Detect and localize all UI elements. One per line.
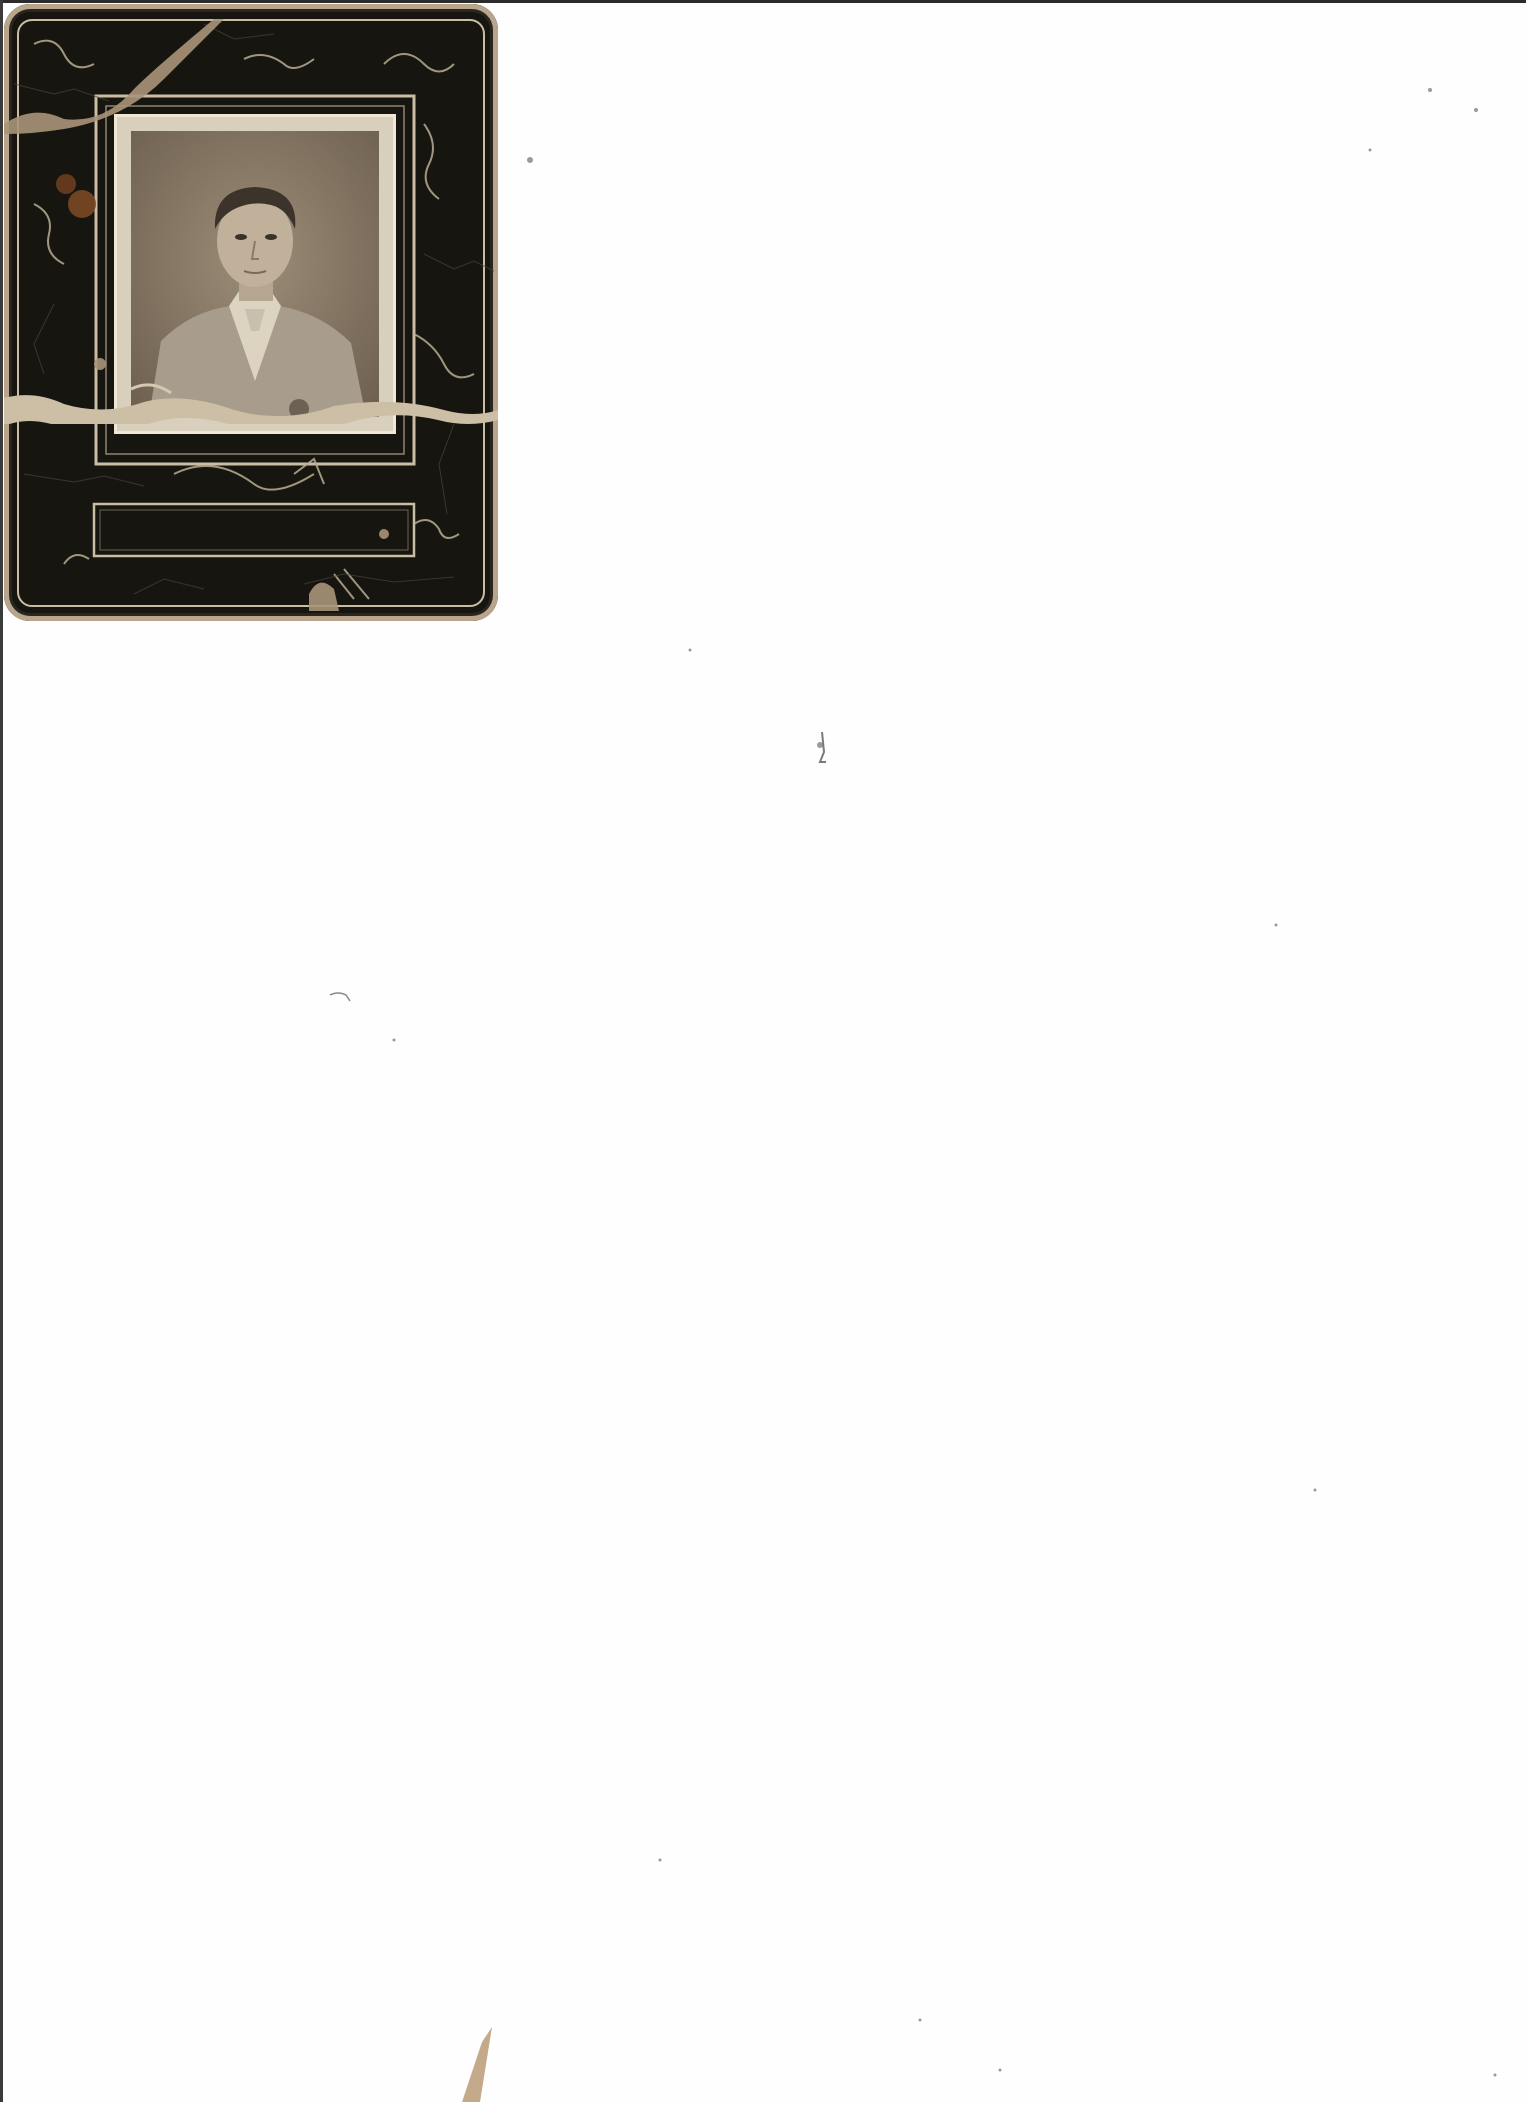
bottom-tear-mark (462, 2027, 492, 2102)
name-plate (94, 504, 414, 556)
portrait-photo-icon (131, 131, 379, 417)
antique-photo-card (4, 4, 498, 621)
portrait-photo (131, 131, 379, 417)
scan-left-edge (0, 0, 3, 2102)
name-plate-inner (100, 510, 408, 550)
scan-top-edge (0, 0, 1526, 3)
tear-damage-icon (4, 386, 498, 424)
